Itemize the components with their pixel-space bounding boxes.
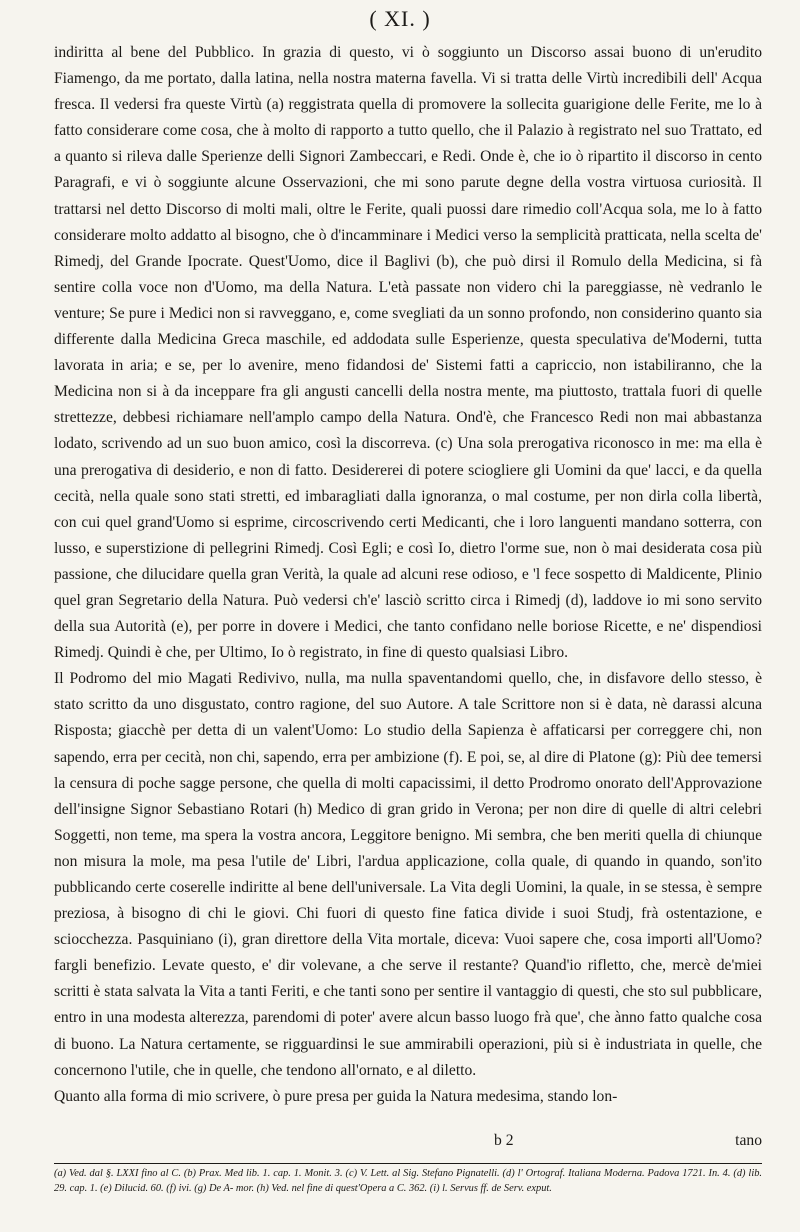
paragraph-1: indiritta al bene del Pubblico. In grazia di questo, vi ò soggiunto un Discorso assai buono di un'erudito Fiamengo, da me portato, dalla latina, nella nostra materna favella. Vi si tratta delle Virtù incredibili dell' Acqua fresca. Il vedersi fra queste Virtù (a) reggistrata quella di promovere la sollecita guarigione delle Ferite, me lo à fatto considerare come cosa, che à molto di rapporto a tutto quello, che il Palazio à registrato nel suo Trattato, ed a quanto si rileva dalle Sperienze delli Signori Zambeccari, e Redi. Onde è, che io ò ripartito il discorso in cento Paragrafi, e vi ò soggiunte alcune Osservazioni, che mi sono parute degne della vostra virtuosa curiosità. Il trattarsi nel detto Discorso di molti mali, oltre le Ferite, quali puossi dare rimedio coll'Acqua sola, me lo à fatto considerare molto addatto al bisogno, che ò d'incamminare i Medici verso la semplicità pratticata, nella scelta de' Rimedj, del Grande Ipocrate. Quest'Uomo, dice il Baglivi (b), che può dirsi il Romulo della Medicina, si fà sentire colla voce non d'Uomo, ma della Natura. L'età passate non videro chi la pareggiasse, nè vedranlo le venture; Se pure i Medici non si ravveggano, e, come svegliati da un sonno profondo, non considerino quanto sia differente dalla Medicina Greca maschile, ed addodata sulle Esperienze, questa speculativa de'Moderni, tutta lavorata in aria; e se, per lo avenire, meno fidandosi de' Sistemi fatti a capriccio, non istabiliranno, che la Medicina non si à da inceppare fra gli angusti cancelli della nostra mente, ma piuttosto, trattala fuori di quelle strettezze, debbesi richiamare nell'amplo campo della Natura. Ond'è, che Francesco Redi non mai abbastanza lodato, scrivendo ad un suo buon amico, così la discorreva. (c) Una sola prerogativa riconosco in me: ma ella è una prerogativa di desiderio, e non di fatto. Desidererei di potere sciogliere gli Uomini da que' lacci, e da quella cecità, nella quale sono stati stretti, ed imbaragliati dalla ignoranza, o mal costume, per non dirla colla libertà, con cui quel grand'Uomo si esprime, circoscrivendo certi Medicanti, che i loro languenti mandano sotterra, con lusso, e superstizione di pellegrini Rimedj. Così Egli; e così Io, dietro l'orme sue, non ò mai desiderata cosa più passione, che dilucidare quella gran Verità, la quale ad alcuni rese odioso, e 'l fece sospetto di Maldicente, Plinio quel gran Segretario della Natura. Può vedersi ch'e' lasciò scritto circa i Rimedj (d), laddove io mi sono servito della sua Autorità (e), per porre in dovere i Medici, che tanto confidano nelle boriose Ricette, e ne' dispendiosi Rimedj. Quindi è che, per Ultimo, Io ò registrato, in fine di questo qualsiasi Libro.: [54, 44, 762, 662]
footnote-rule: [54, 1163, 762, 1164]
catchword: tano: [735, 1132, 762, 1149]
page-number: ( XI. ): [369, 6, 431, 31]
signature-mark: b 2: [494, 1132, 514, 1149]
paragraph-3: Quanto alla forma di mio scrivere, ò pure presa per guida la Natura medesima, stando lon-: [54, 1087, 618, 1105]
body-text: [54, 40, 762, 1110]
footnotes: (a) Ved. dal §. LXXI fino al C. (b) Prax. Med lib. 1. cap. 1. Monit. 3. (c) V. Lett. al Sig. Stefano Pignatelli. (d) l' Ortograf. Italiana Moderna. Padova 1721. In. 4. (d) lib. 29. cap. 1. (e) Dilucid. 60. (f) ivi. (g) De A- mor. (h) Ved. nel fine di quest'Opera a C. 362. (i) l. Servus ff. de Serv. exput.: [54, 1168, 762, 1194]
paragraph-2: Il Podromo del mio Magati Redivivo, nulla, ma nulla spaventandomi quello, che, in disfavore dello stesso, è stato scritto da uno disgustato, contro ragione, del suo Autore. A tale Scrittore non si è data, nè darassi alcuna Risposta; giacchè per detta di un valent'Uomo: Lo studio della Sapienza è affaticarsi per correggere chi, non sapendo, erra per cecità, non chi, sapendo, erra per ambizione (f). E poi, se, al dire di Platone (g): Più dee temersi la censura di poche sagge persone, che quella di molti capacissimi, il detto Prodromo onorato dell'Approvazione dell'insigne Signor Sebastiano Rotari (h) Medico di gran grido in Verona; per non dire di quelle di altri celebri Soggetti, non teme, ma spera la vostra ancora, Leggitore benigno. Mi sembra, che ben meriti quella di chiunque non misura la mole, ma pesa l'utile de' Libri, l'ardua applicazione, colla quale, di quando in quando, son'ito pubblicando certe coserelle indiritte al bene dell'universale. La Vita degli Uomini, la quale, in se stessa, è sempre preziosa, à bisogno di chi le giovi. Chi fuori di questo fine fatica divide i suoi Studj, frà ostentazione, e sciocchezza. Pasquiniano (i), gran direttore della Vita mortale, diceva: Vuoi sapere che, cosa importi all'Uomo? fargli benefizio. Levate questo, e' dir volevane, a che serve il restante? Quand'io rifletto, che, mercè de'miei scritti è stata salvata la Vita a tanti Feriti, e che tanti sono per sentire il vantaggio di questi, che sto sul pubblicare, entro in una modesta alterezza, parendomi di poter' avere alcun basso luogo frà que', che ànno fatto qualche cosa di buono. La Natura certamente, se rigguardinsi le sue ammirabili operazioni, più si è industriata in quelle, che concernono l'utile, che in quelle, che tendono all'ornato, e al diletto.: [54, 670, 762, 1079]
page-foot-marks: [54, 1132, 762, 1156]
